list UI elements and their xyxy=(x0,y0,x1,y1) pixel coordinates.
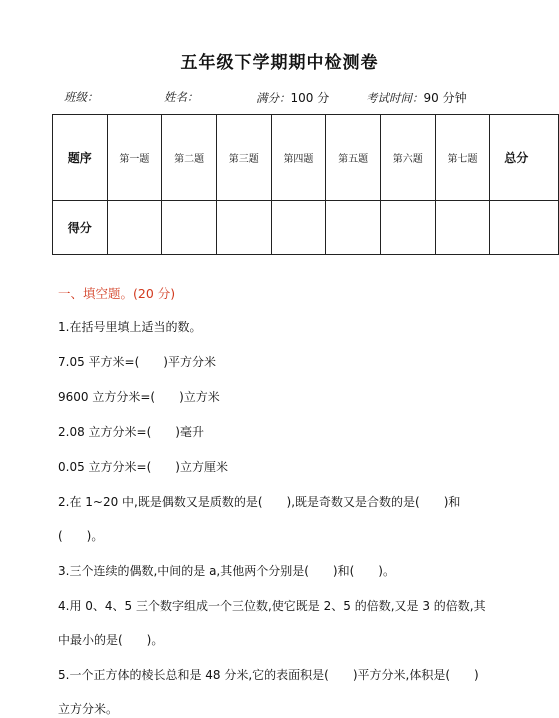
section-heading: 一、填空题。(20 分) xyxy=(58,286,176,301)
score-cell-2 xyxy=(162,201,217,255)
question-line: 1.在括号里填上适当的数。 xyxy=(58,320,202,334)
score-cell-5 xyxy=(326,201,381,255)
col-header-5: 第五题 xyxy=(326,115,381,201)
full-score-label: 满分： xyxy=(256,91,291,105)
col-header-4: 第四题 xyxy=(271,115,326,201)
score-table xyxy=(52,114,559,255)
question-line: 5.一个正方体的棱长总和是 48 分米,它的表面积是( )平方分米,体积是( ) xyxy=(58,668,479,682)
score-cell-6 xyxy=(380,201,435,255)
score-cell-4 xyxy=(271,201,326,255)
question-line: 9600 立方分米=( )立方米 xyxy=(58,390,220,404)
question-line: 立方分米。 xyxy=(58,702,119,716)
question-line: 7.05 平方米=( )平方分米 xyxy=(58,355,216,369)
question-line: 3.三个连续的偶数,中间的是 a,其他两个分别是( )和( )。 xyxy=(58,564,395,578)
question-line: 中最小的是( )。 xyxy=(58,633,164,647)
score-cell-total xyxy=(490,201,559,255)
question-line: 4.用 0、4、5 三个数字组成一个三位数,使它既是 2、5 的倍数,又是 3 的倍数,其 xyxy=(58,599,486,613)
score-cell-7 xyxy=(435,201,490,255)
col-header-2: 第二题 xyxy=(162,115,217,201)
col-header-1: 第一题 xyxy=(107,115,162,201)
question-line: 2.在 1~20 中,既是偶数又是质数的是( ),既是奇数又是合数的是( )和 xyxy=(58,495,461,509)
page-title: 五年级下学期期中检测卷 xyxy=(180,53,379,73)
full-score xyxy=(256,89,329,106)
row-header-score: 得分 xyxy=(53,201,108,255)
exam-time xyxy=(366,89,467,106)
score-cell-1 xyxy=(107,201,162,255)
col-header-6: 第六题 xyxy=(380,115,435,201)
exam-time-label: 考试时间： xyxy=(366,91,424,105)
score-cell-3 xyxy=(216,201,271,255)
col-header-total: 总分 xyxy=(490,115,559,201)
question-line: 0.05 立方分米=( )立方厘米 xyxy=(58,460,228,474)
row-header-order: 题序 xyxy=(53,115,108,201)
class-label: 班级： xyxy=(64,90,99,104)
exam-time-value: 90 分钟 xyxy=(423,91,467,105)
full-score-value: 100 分 xyxy=(290,91,330,105)
name-label: 姓名： xyxy=(164,90,199,104)
col-header-3: 第三题 xyxy=(216,115,271,201)
question-line: 2.08 立方分米=( )毫升 xyxy=(58,425,204,439)
question-line: ( )。 xyxy=(58,529,104,543)
col-header-7: 第七题 xyxy=(435,115,490,201)
